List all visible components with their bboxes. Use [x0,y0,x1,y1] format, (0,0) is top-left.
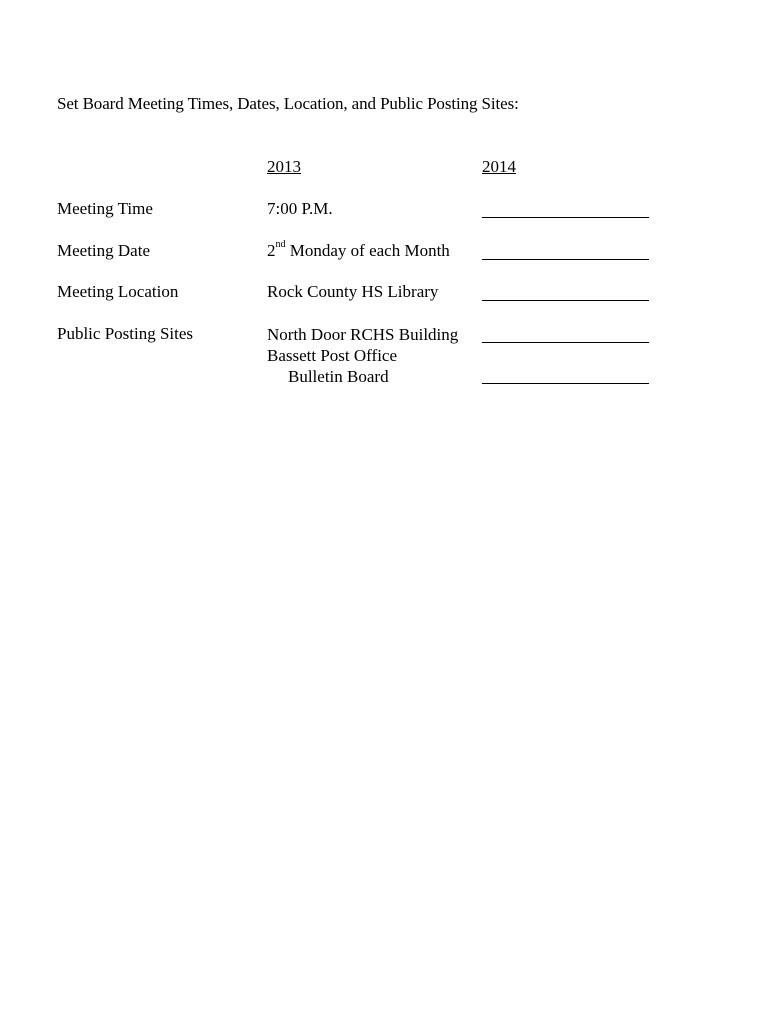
meeting-date-2013 [267,241,450,261]
posting-sites-2013 [267,324,458,387]
posting-site-2-2014-blank [482,383,649,384]
meeting-date-rest: Monday of each Month [285,241,450,260]
column-header-2013: 2013 [267,157,301,176]
posting-site-2: Bassett Post Office [267,346,398,365]
posting-sites-label: Public Posting Sites [57,324,194,343]
meeting-time-label: Meeting Time [57,199,153,218]
meeting-location-2013: Rock County HS Library [267,282,439,301]
meeting-date-ordinal: nd [275,239,286,251]
meeting-date-label: Meeting Date [57,241,150,260]
meeting-time-2013: 7:00 P.M. [267,199,333,218]
meeting-location-2014-blank [482,300,649,301]
meeting-location-label: Meeting Location [57,282,179,301]
posting-site-1: North Door RCHS Building [267,325,459,344]
meeting-date-2014-blank [482,259,649,260]
meeting-date-number: 2 [267,241,276,260]
column-header-2014: 2014 [482,157,516,176]
page-heading: Set Board Meeting Times, Dates, Location, and Public Posting Sites: [57,94,519,113]
posting-site-2-continued: Bulletin Board [288,367,389,386]
meeting-time-2014-blank [482,217,649,218]
posting-site-1-2014-blank [482,342,649,343]
